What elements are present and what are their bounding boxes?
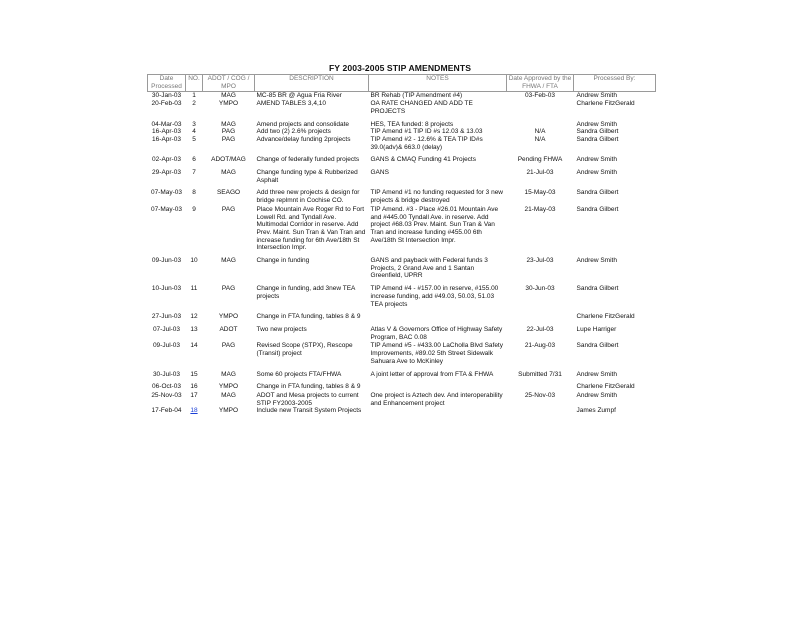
- date-approved-cell: Submitted 7/31: [518, 370, 562, 378]
- number-cell: 7: [192, 169, 196, 177]
- number-cell: 5: [192, 135, 196, 143]
- table-row: [148, 164, 656, 184]
- description-cell: Change in FTA funding, tables 8 & 9: [256, 313, 361, 321]
- date-approved-cell: 25-Nov-03: [524, 391, 556, 399]
- notes-cell: BR Rehab (TIP Amendment #4): [370, 92, 463, 100]
- notes-cell: [369, 308, 507, 321]
- notes-cell: TIP Amend. #3 - Place #26.01 Mountain Ave and #445.00 Tyndall Ave. in reserve. Add project #68.03 Prev. Maint. Sun Tran & Van Tran and increase funding #455.00 6th Ave/18th St Intersection Impr.: [370, 205, 499, 244]
- date-cell: 29-Apr-03: [152, 169, 181, 177]
- header-agency: ADOT / COG / MPO: [203, 75, 255, 92]
- number-cell: 11: [190, 285, 198, 293]
- processed-by-cell: Andrew Smith: [576, 120, 617, 128]
- agency-cell: YMPO: [218, 313, 239, 321]
- table-row: [148, 280, 656, 308]
- agency-cell: PAG: [221, 285, 236, 293]
- agency-cell: YMPO: [218, 407, 239, 415]
- processed-by-cell: Andrew Smith: [576, 370, 617, 378]
- number-cell: 1: [192, 92, 196, 100]
- description-cell: Place Mountain Ave Roger Rd to Fort Lowell Rd. and Tyndall Ave. Multimodal Corridor in reserve. Add Prev. Maint. Sun Tran & Van Tran and increase funding for 6th Ave/18th St Intersection Impr.: [256, 205, 366, 252]
- processed-by-cell: Andrew Smith: [576, 257, 617, 265]
- description-cell: Change in FTA funding, tables 8 & 9: [256, 383, 361, 391]
- description-cell: Change of federally funded projects: [256, 156, 360, 164]
- date-approved-cell: [507, 407, 574, 415]
- amendments-table: [147, 74, 656, 415]
- notes-cell: GANS: [370, 169, 389, 177]
- number-cell: 3: [192, 120, 196, 128]
- processed-by-cell: Charlene FitzGerald: [576, 383, 635, 391]
- notes-cell: HES, TEA funded: 8 projects: [370, 120, 454, 128]
- notes-cell: A joint letter of approval from FTA & FHWA: [370, 370, 494, 378]
- date-cell: 07-May-03: [150, 205, 183, 213]
- description-cell: Add two (2) 2.6% projects: [256, 128, 331, 136]
- table-row: [148, 205, 656, 252]
- agency-cell: MAG: [221, 257, 236, 265]
- table-row: [148, 252, 656, 280]
- table-row: [148, 378, 656, 391]
- table-row: [148, 92, 656, 100]
- processed-by-cell: Charlene FitzGerald: [576, 100, 635, 108]
- description-cell: Include new Transit System Projects: [256, 407, 362, 415]
- agency-cell: SEAGO: [216, 189, 241, 197]
- notes-cell: One project is Aztech dev. And interoperability and Enhancement project: [370, 391, 503, 407]
- date-approved-cell: 22-Jul-03: [526, 325, 554, 333]
- description-cell: Advance/delay funding 2projects: [256, 135, 351, 143]
- date-cell: 20-Feb-03: [151, 100, 182, 108]
- description-cell: Two new projects: [256, 325, 307, 333]
- description-cell: Add three new projects & design for bridge replmnt in Cochise CO.: [256, 189, 360, 205]
- date-cell: 09-Jun-03: [151, 257, 182, 265]
- date-cell: 30-Jan-03: [151, 92, 182, 100]
- date-cell: 09-Jul-03: [152, 342, 181, 350]
- agency-cell: MAG: [221, 120, 236, 128]
- header-notes: NOTES: [369, 75, 507, 92]
- date-approved-cell: 21-May-03: [524, 205, 556, 213]
- date-approved-cell: N/A: [534, 135, 546, 143]
- amendment-link[interactable]: 18: [190, 407, 198, 415]
- date-approved-cell: 30-Jun-03: [525, 285, 555, 293]
- header-no: NO.: [186, 75, 203, 92]
- notes-cell: TIP Amend #2 - 12.6% & TEA TIP ID#s 39.0(adv)& 663.0 (delay): [370, 135, 483, 151]
- agency-cell: MAG: [221, 391, 236, 399]
- number-cell: [186, 407, 203, 415]
- table-row: [148, 100, 656, 115]
- date-cell: 30-Jul-03: [152, 370, 181, 378]
- number-cell: 12: [190, 313, 198, 321]
- number-cell: 17: [190, 391, 198, 399]
- date-approved-cell: 23-Jul-03: [526, 257, 554, 265]
- agency-cell: PAG: [221, 135, 236, 143]
- notes-cell: OA RATE CHANGED AND ADD TE PROJECTS: [370, 100, 473, 115]
- processed-by-cell: Andrew Smith: [576, 391, 617, 399]
- number-cell: 6: [192, 156, 196, 164]
- description-cell: MC-85 BR @ Agua Fria River: [256, 92, 342, 100]
- number-cell: 10: [190, 257, 198, 265]
- agency-cell: ADOT/MAG: [211, 156, 246, 164]
- number-cell: 8: [192, 189, 196, 197]
- agency-cell: MAG: [221, 169, 236, 177]
- date-approved-cell: [507, 100, 574, 115]
- processed-by-cell: Sandra Gilbert: [576, 342, 619, 350]
- description-cell: Change in funding: [256, 257, 310, 265]
- header-date-processed: Date Processed: [148, 75, 186, 92]
- processed-by-cell: Sandra Gilbert: [576, 128, 619, 136]
- date-approved-cell: 03-Feb-03: [525, 92, 555, 100]
- header-date-approved: Date Approved by the FHWA / FTA: [507, 75, 574, 92]
- date-approved-cell: [507, 116, 574, 129]
- date-cell: 02-Apr-03: [152, 156, 181, 164]
- date-cell: 06-Oct-03: [152, 383, 181, 391]
- date-approved-cell: 15-May-03: [524, 189, 556, 197]
- table-row: [148, 407, 656, 415]
- processed-by-cell: Lupe Harriger: [576, 325, 617, 333]
- table-row: [148, 391, 656, 407]
- table-row: [148, 116, 656, 129]
- date-approved-cell: [507, 308, 574, 321]
- processed-by-cell: Sandra Gilbert: [576, 205, 619, 213]
- date-cell: 27-Jun-03: [151, 313, 182, 321]
- header-processed-by: Processed By:: [574, 75, 656, 92]
- number-cell: 9: [192, 205, 196, 213]
- notes-cell: Atlas V & Governors Office of Highway Safety Program, BAC 0.08: [370, 325, 503, 341]
- header-description: DESCRIPTION: [255, 75, 369, 92]
- number-cell: 15: [190, 370, 198, 378]
- number-cell: 4: [192, 128, 196, 136]
- number-cell: 14: [190, 342, 198, 350]
- agency-cell: MAG: [221, 92, 236, 100]
- date-cell: 07-Jul-03: [152, 325, 181, 333]
- processed-by-cell: Sandra Gilbert: [576, 189, 619, 197]
- notes-cell: [369, 407, 507, 415]
- date-approved-cell: [507, 378, 574, 391]
- agency-cell: YMPO: [218, 383, 239, 391]
- description-cell: Change in funding, add 3new TEA projects: [256, 285, 356, 300]
- number-cell: 13: [190, 325, 198, 333]
- agency-cell: PAG: [221, 342, 236, 350]
- table-row: [148, 321, 656, 341]
- processed-by-cell: Andrew Smith: [576, 169, 617, 177]
- agency-cell: ADOT: [219, 325, 238, 333]
- date-cell: 17-Feb-04: [151, 407, 182, 415]
- processed-by-cell: Sandra Gilbert: [576, 285, 619, 293]
- notes-cell: GANS & CMAQ Funding 41 Projects: [370, 156, 476, 164]
- notes-cell: TIP Amend #1 no funding requested for 3 new projects & bridge destroyed: [370, 189, 503, 205]
- notes-cell: TIP Amend #4 - #157.00 in reserve, #155.00 increase funding, add #49.03, 50.03, 51.03 TEA projects: [370, 285, 499, 308]
- description-cell: AMEND TABLES 3,4,10: [256, 100, 326, 108]
- page-title: FY 2003-2005 STIP AMENDMENTS: [328, 63, 472, 73]
- processed-by-cell: James Zumpf: [576, 407, 616, 415]
- processed-by-cell: Andrew Smith: [576, 156, 617, 164]
- date-approved-cell: Pending FHWA: [517, 156, 563, 164]
- number-cell: 16: [190, 383, 198, 391]
- date-cell: 10-Jun-03: [151, 285, 182, 293]
- description-cell: Change funding type & Rubberized Asphalt: [256, 169, 358, 184]
- table-body: [148, 92, 656, 415]
- date-approved-cell: 21-Jul-03: [526, 169, 554, 177]
- number-cell: 2: [192, 100, 196, 108]
- table-row: [148, 366, 656, 379]
- description-cell: Amend projects and consolidate: [256, 120, 350, 128]
- date-approved-cell: 21-Aug-03: [524, 342, 556, 350]
- description-cell: ADOT and Mesa projects to current STIP FY2003-2005: [256, 391, 359, 407]
- date-cell: 16-Apr-03: [152, 128, 181, 136]
- date-cell: 25-Nov-03: [151, 391, 182, 399]
- notes-cell: [369, 378, 507, 391]
- description-cell: Revised Scope (STPX), Rescope (Transit) project: [256, 342, 353, 358]
- agency-cell: PAG: [221, 205, 236, 213]
- table-header: [148, 75, 656, 92]
- agency-cell: MAG: [221, 370, 236, 378]
- table-row: [148, 341, 656, 365]
- agency-cell: YMPO: [218, 100, 239, 108]
- date-cell: 04-Mar-03: [151, 120, 182, 128]
- table-row: [148, 128, 656, 136]
- notes-cell: TIP Amend #1 TIP ID #s 12.03 & 13.03: [370, 128, 483, 136]
- agency-cell: PAG: [221, 128, 236, 136]
- table-row: [148, 308, 656, 321]
- processed-by-cell: Charlene FitzGerald: [576, 313, 635, 321]
- table-row: [148, 184, 656, 204]
- notes-cell: GANS and payback with Federal funds 3 Projects, 2 Grand Ave and 1 Santan Greenfield, UPRR: [370, 257, 488, 280]
- table-row: [148, 136, 656, 151]
- notes-cell: TIP Amend #5 - #433.00 LaCholla Blvd Safety Improvements, #89.02 5th Street Sidewalk Sahuara Ave to McKinley: [370, 342, 503, 365]
- description-cell: Some 60 projects FTA/FHWA: [256, 370, 342, 378]
- processed-by-cell: Sandra Gilbert: [576, 135, 619, 143]
- table-row: [148, 151, 656, 164]
- date-approved-cell: N/A: [534, 128, 546, 136]
- date-cell: 16-Apr-03: [152, 135, 181, 143]
- date-cell: 07-May-03: [150, 189, 183, 197]
- processed-by-cell: Andrew Smith: [576, 92, 617, 100]
